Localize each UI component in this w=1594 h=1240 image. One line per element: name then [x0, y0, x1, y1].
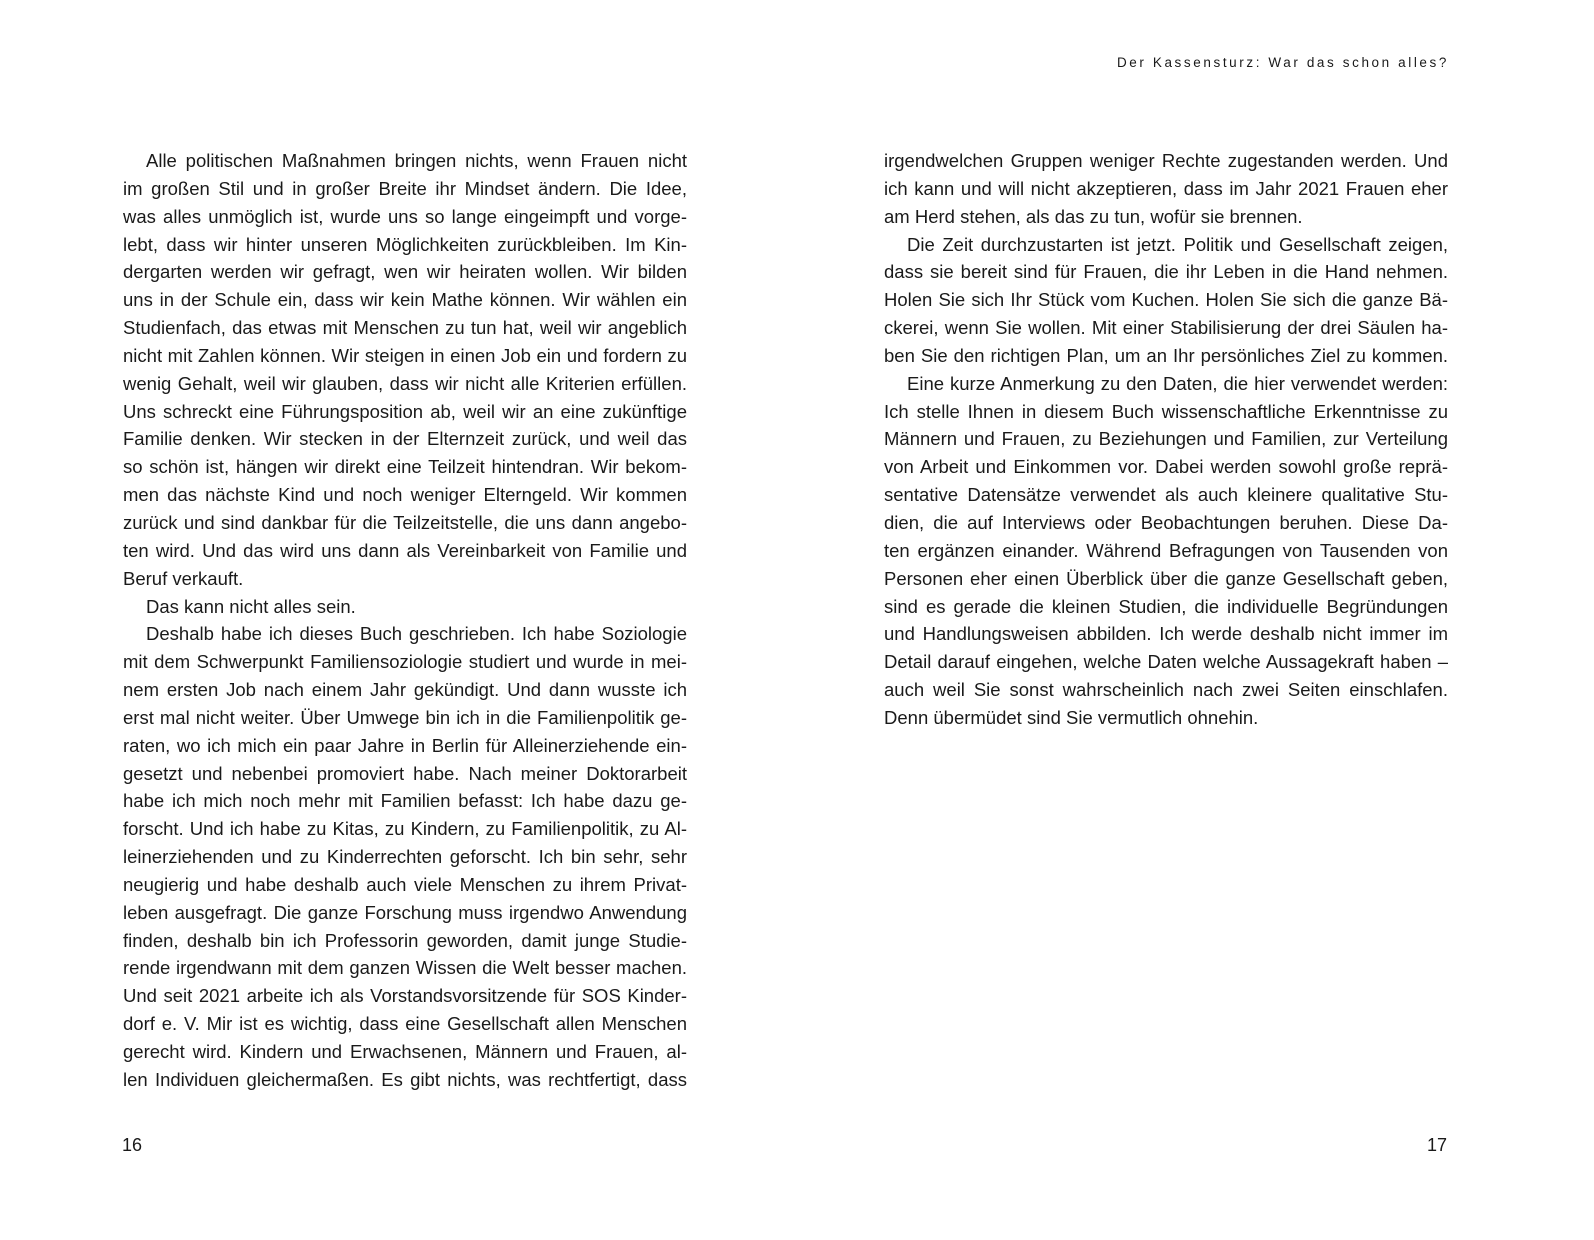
- body-line: raten, wo ich mich ein paar Jahre in Berlin für Alleinerziehende ein-: [123, 734, 687, 756]
- body-line: auch weil Sie sonst wahrscheinlich nach zwei Seiten einschlafen.: [884, 679, 1448, 701]
- body-line: leben ausgefragt. Die ganze Forschung muss irgendwo Anwendung: [123, 901, 687, 923]
- body-line: im großen Stil und in großer Breite ihr Mindset ändern. Die Idee,: [123, 177, 687, 199]
- body-line: dergarten werden wir gefragt, wen wir heiraten wollen. Wir bilden: [123, 261, 687, 283]
- body-line: Uns schreckt eine Führungsposition ab, weil wir an eine zukünftige: [123, 400, 687, 422]
- body-line: dass sie bereit sind für Frauen, die ihr Leben in die Hand nehmen.: [884, 261, 1448, 283]
- body-line: sentative Datensätze verwendet als auch kleinere qualitative Stu-: [884, 484, 1448, 506]
- page-number: 16: [122, 1135, 143, 1155]
- body-line: gesetzt und nebenbei promoviert habe. Nach meiner Doktorarbeit: [123, 762, 687, 784]
- body-line: lebt, dass wir hinter unseren Möglichkeiten zurückbleiben. Im Kin-: [123, 233, 687, 255]
- body-line: und Handlungsweisen abbilden. Ich werde deshalb nicht immer im: [884, 623, 1448, 645]
- body-line: neugierig und habe deshalb auch viele Menschen zu ihrem Privat-: [123, 873, 687, 895]
- body-line: gerecht wird. Kindern und Erwachsenen, Männern und Frauen, al-: [123, 1041, 687, 1062]
- body-line: so schön ist, hängen wir direkt eine Teilzeit hintendran. Wir bekom-: [123, 456, 687, 478]
- body-line: irgendwelchen Gruppen weniger Rechte zugestanden werden. Und: [884, 150, 1448, 171]
- body-line: nicht mit Zahlen können. Wir steigen in einen Job ein und fordern zu: [123, 344, 687, 366]
- body-line: Denn übermüdet sind Sie vermutlich ohnehin.: [884, 706, 1259, 728]
- body-line: zurück und sind dankbar für die Teilzeitstelle, die uns dann angebo-: [123, 511, 687, 533]
- body-line: ten wird. Und das wird uns dann als Vereinbarkeit von Familie und: [123, 539, 687, 561]
- body-line: ben Sie den richtigen Plan, um an Ihr persönliches Ziel zu kommen.: [884, 344, 1448, 366]
- body-line: dorf e. V. Mir ist es wichtig, dass eine Gesellschaft allen Menschen: [123, 1013, 687, 1035]
- body-line: habe ich mich noch mehr mit Familien befasst: Ich habe dazu ge-: [123, 790, 687, 812]
- left-page-body: [123, 147, 687, 1094]
- body-line: Und seit 2021 arbeite ich als Vorstandsvorsitzende für SOS Kinder-: [123, 985, 687, 1007]
- body-line: von Arbeit und Einkommen vor. Dabei werden sowohl große reprä-: [884, 456, 1448, 478]
- body-line: Deshalb habe ich dieses Buch geschrieben. Ich habe Soziologie: [146, 623, 687, 645]
- body-line: dien, die auf Interviews oder Beobachtungen beruhen. Diese Da-: [884, 511, 1448, 533]
- body-line: Personen eher einen Überblick über die ganze Gesellschaft geben,: [884, 567, 1448, 589]
- right-page-body: [884, 147, 1448, 732]
- body-line: Familie denken. Wir stecken in der Elternzeit zurück, und weil das: [123, 428, 687, 450]
- body-line: leinerziehenden und zu Kinderrechten geforscht. Ich bin sehr, sehr: [123, 846, 687, 868]
- body-line: wenig Gehalt, weil wir glauben, dass wir nicht alle Kriterien erfüllen.: [123, 372, 687, 394]
- body-line: nem ersten Job nach einem Jahr gekündigt. Und dann wusste ich: [123, 679, 687, 701]
- body-line: Eine kurze Anmerkung zu den Daten, die hier verwendet werden:: [907, 372, 1448, 394]
- body-line: men das nächste Kind und noch weniger Elterngeld. Wir kommen: [123, 484, 687, 506]
- body-line: ich kann und will nicht akzeptieren, dass im Jahr 2021 Frauen eher: [884, 177, 1448, 199]
- body-line: Studienfach, das etwas mit Menschen zu tun hat, weil wir angeblich: [123, 317, 687, 339]
- right-page: [797, 0, 1594, 1240]
- body-line: erst mal nicht weiter. Über Umwege bin ich in die Familienpolitik ge-: [123, 706, 687, 728]
- running-head: Der Kassensturz: War das schon alles?: [1116, 55, 1449, 70]
- body-line: Beruf verkauft.: [123, 567, 244, 589]
- body-line: Holen Sie sich Ihr Stück vom Kuchen. Holen Sie sich die ganze Bä-: [884, 289, 1448, 311]
- body-line: ten ergänzen einander. Während Befragungen von Tausenden von: [884, 539, 1448, 561]
- body-line: Ich stelle Ihnen in diesem Buch wissenschaftliche Erkenntnisse zu: [884, 400, 1448, 422]
- body-line: uns in der Schule ein, dass wir kein Mathe können. Wir wählen ein: [123, 289, 687, 311]
- body-line: Detail darauf eingehen, welche Daten welche Aussagekraft haben –: [884, 651, 1448, 673]
- body-line: sind es gerade die kleinen Studien, die individuelle Begründungen: [884, 595, 1448, 617]
- body-line: len Individuen gleichermaßen. Es gibt nichts, was rechtfertigt, dass: [123, 1068, 687, 1090]
- body-line: forscht. Und ich habe zu Kitas, zu Kindern, zu Familienpolitik, zu Al-: [123, 818, 687, 840]
- body-line: rende irgendwann mit dem ganzen Wissen die Welt besser machen.: [123, 957, 687, 979]
- body-line: finden, deshalb bin ich Professorin geworden, damit junge Studie-: [123, 929, 687, 951]
- body-line: ckerei, wenn Sie wollen. Mit einer Stabilisierung der drei Säulen ha-: [884, 317, 1448, 339]
- body-line: Alle politischen Maßnahmen bringen nichts, wenn Frauen nicht: [146, 150, 687, 171]
- body-line: am Herd stehen, als das zu tun, wofür sie brennen.: [884, 205, 1303, 227]
- body-line: Männern und Frauen, zu Beziehungen und Familien, zur Verteilung: [884, 428, 1448, 450]
- page-number: 17: [1426, 1135, 1447, 1155]
- body-line: mit dem Schwerpunkt Familiensoziologie studiert und wurde in mei-: [123, 651, 687, 673]
- body-line: Die Zeit durchzustarten ist jetzt. Politik und Gesellschaft zeigen,: [907, 233, 1448, 255]
- body-line: Das kann nicht alles sein.: [146, 595, 356, 617]
- body-line: was alles unmöglich ist, wurde uns so lange eingeimpft und vorge-: [123, 205, 687, 227]
